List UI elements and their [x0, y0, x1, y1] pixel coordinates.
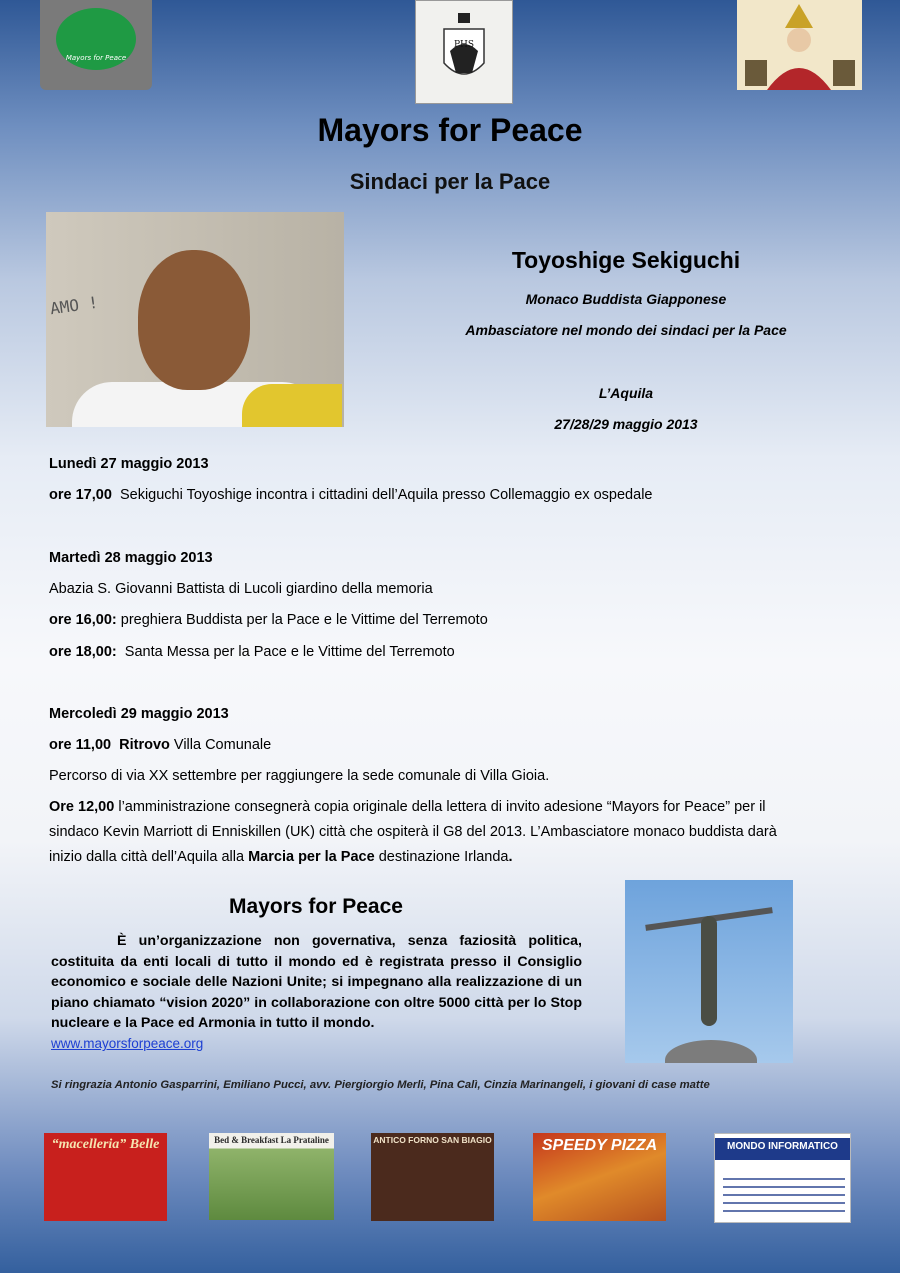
day2-location: Abazia S. Giovanni Battista di Lucoli giardino della memoria — [49, 581, 433, 597]
photo-wall-text: AMO ! — [48, 292, 100, 319]
crest-text: PHS — [453, 40, 475, 50]
sponsor-label: Bed & Breakfast La Prataline — [214, 1135, 329, 1145]
sponsor-forno — [371, 1133, 494, 1221]
website-link[interactable]: www.mayorsforpeace.org — [51, 1036, 204, 1051]
event-dates: 27/28/29 maggio 2013 — [554, 416, 698, 432]
sponsor-label: ANTICO FORNO SAN BIAGIO — [373, 1135, 492, 1145]
sponsor-label: SPEEDY PIZZA — [541, 1137, 658, 1154]
sponsor-mondo-informatico — [714, 1133, 851, 1223]
about-title: Mayors for Peace — [229, 895, 403, 918]
day2-heading: Martedì 28 maggio 2013 — [49, 550, 213, 566]
day1-item: ore 17,00 Sekiguchi Toyoshige incontra i cittadini dell’Aquila presso Collemaggio ex ospedale — [49, 487, 653, 503]
day3-route: Percorso di via XX settembre per raggiungere la sede comunale di Villa Gioia. — [49, 768, 550, 784]
statue-photo — [625, 880, 793, 1063]
crest-icon — [416, 1, 512, 103]
monk-photo — [46, 212, 344, 427]
sponsor-macelleria — [44, 1133, 167, 1221]
guest-name: Toyoshige Sekiguchi — [511, 247, 741, 273]
day2-item: ore 16,00: preghiera Buddista per la Pace e le Vittime del Terremoto — [49, 612, 488, 628]
sponsor-speedy-pizza — [533, 1133, 666, 1221]
guest-role-ambassador: Ambasciatore nel mondo dei sindaci per la Pace — [465, 322, 787, 338]
day3-item-cont: sindaco Kevin Marriott di Enniskillen (UK) città che ospiterà il G8 del 2013. L’Ambasciatore monaco buddista darà — [49, 824, 777, 840]
day2-item: ore 18,00: Santa Messa per la Pace e le Vittime del Terremoto — [49, 644, 455, 660]
acknowledgements: Si ringrazia Antonio Gasparrini, Emiliano Pucci, avv. Piergiorgio Merli, Pina Calì, Cinzia Marinangeli, i giovani di case matte — [51, 1079, 710, 1091]
day3-item: ore 11,00 Ritrovo Villa Comunale — [49, 737, 272, 753]
logo-text: Mayors for Peace — [65, 54, 127, 62]
day3-heading: Mercoledì 29 maggio 2013 — [49, 706, 229, 722]
day3-item: Ore 12,00 l’amministrazione consegnerà copia originale della lettera di invito adesione “Mayors for Peace” per il — [49, 799, 766, 815]
day1-heading: Lunedì 27 maggio 2013 — [49, 456, 209, 472]
eagle-crest-logo — [415, 0, 513, 104]
about-text: È un’organizzazione non governativa, senza faziosità politica, costituita da enti locali di tutto il mondo ed è registrata presso il Consiglio economico e sociale delle Nazioni Unite; si impegnano alla realizzazione di un piano chiamato “vision 2020” in collaborazione con oltre 5000 città per lo Stop nucleare e la Pace ed Armonia in tutto il mondo. — [51, 933, 582, 1031]
mayors-for-peace-logo — [40, 0, 152, 90]
page-subtitle: Sindaci per la Pace — [349, 169, 551, 194]
day3-item-cont: inizio dalla città dell’Aquila alla Marcia per la Pace destinazione Irlanda. — [49, 849, 513, 865]
guest-role: Monaco Buddista Giapponese — [525, 291, 727, 307]
sponsor-label: “macelleria” Belle — [51, 1137, 160, 1152]
sponsor-label: MONDO INFORMATICO — [727, 1141, 838, 1152]
saint-icon — [737, 0, 862, 90]
event-place: L’Aquila — [598, 385, 654, 401]
page-title: Mayors for Peace — [317, 112, 583, 148]
sponsor-bed-and-breakfast — [209, 1133, 334, 1220]
